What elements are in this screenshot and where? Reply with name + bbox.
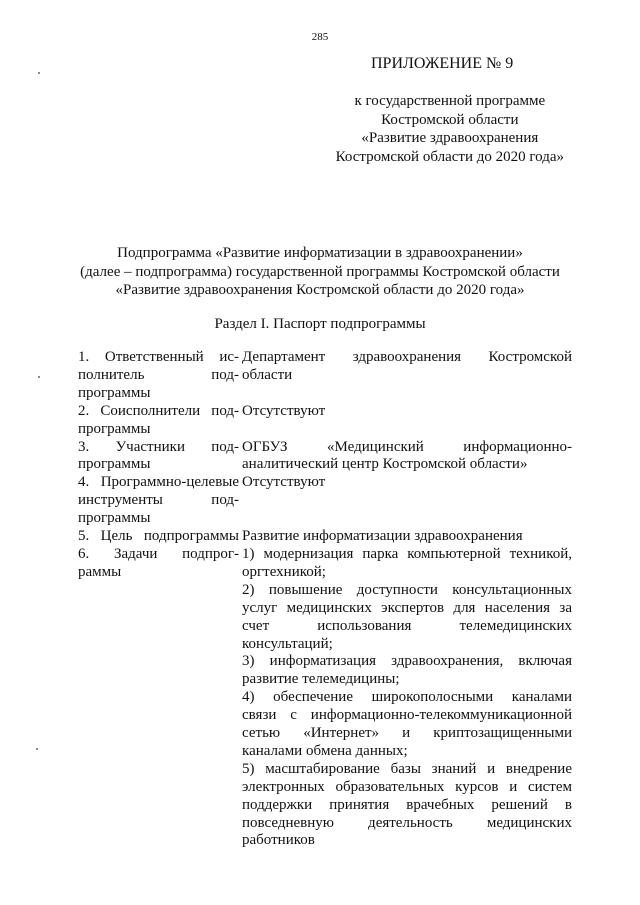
task-item xyxy=(242,653,572,689)
label-line: 2. Соисполнители под- xyxy=(78,402,240,419)
task-line: 2) повышение доступности консультационных xyxy=(242,581,572,598)
row-value xyxy=(239,349,572,403)
task-line: услуг медицинских экспертов для населения за xyxy=(242,599,572,616)
value-line: области xyxy=(242,366,293,383)
value-line: ОГБУЗ «Медицинский информационно- xyxy=(242,438,572,455)
value-line: Отсутствуют xyxy=(242,474,326,491)
task-item xyxy=(242,546,572,582)
section-title: Раздел I. Паспорт подпрограммы xyxy=(214,316,426,332)
task-line: электронных образовательных курсов и систем xyxy=(242,778,572,795)
passport-row xyxy=(78,474,572,528)
row-label xyxy=(78,403,239,439)
scan-speck xyxy=(36,748,38,750)
appendix-line: «Развитие здравоохранения xyxy=(361,130,539,146)
label-line: 3. Участники под- xyxy=(78,438,240,455)
row-value xyxy=(239,474,572,528)
scan-speck xyxy=(38,72,40,74)
task-line: работников xyxy=(242,832,315,849)
tasks-list xyxy=(239,546,572,850)
task-line: счет использования телемедицинских xyxy=(242,617,572,634)
passport-table xyxy=(78,349,572,850)
task-item xyxy=(242,582,572,654)
appendix-line: Костромской области xyxy=(381,111,519,128)
row-label xyxy=(78,439,239,475)
label-line: программы xyxy=(78,456,151,473)
label-line: программы xyxy=(78,384,151,401)
task-line: повседневную деятельность медицинских xyxy=(242,814,572,831)
row-label xyxy=(78,546,239,850)
task-line: сетью «Интернет» и криптозащищенными xyxy=(242,725,572,742)
passport-row xyxy=(78,439,572,475)
value-line: аналитический центр Костромской области» xyxy=(242,456,528,473)
label-line: программы xyxy=(78,420,151,437)
value-line: Развитие информатизации здравоохранения xyxy=(242,528,523,545)
row-label xyxy=(78,349,239,403)
label-line: 4. Программно-целевые xyxy=(78,474,240,491)
subprogram-title-line: (далее – подпрограмма) государственной программы Костромской области xyxy=(80,263,560,280)
label-line: полнитель под- xyxy=(78,366,240,383)
label-line: 6. Задачи подпрог- xyxy=(78,545,240,562)
page-number: 285 xyxy=(311,31,329,43)
label-line: 1. Ответственный ис- xyxy=(78,349,240,365)
appendix-line: Костромской области до 2020 года» xyxy=(335,148,564,165)
passport-row xyxy=(78,528,572,546)
appendix-subtitle xyxy=(336,92,564,166)
label-line: инструменты под- xyxy=(78,492,240,509)
subprogram-title-line: Подпрограмма «Развитие информатизации в здравоохранении» xyxy=(117,245,523,261)
row-value xyxy=(239,403,572,439)
task-line: консультаций; xyxy=(242,635,333,652)
scan-speck xyxy=(38,376,40,378)
row-value xyxy=(239,528,572,546)
row-value xyxy=(239,439,572,475)
task-line: 4) обеспечение широкополосными каналами xyxy=(242,689,572,706)
task-item xyxy=(242,689,572,761)
label-line: программы xyxy=(78,510,151,527)
passport-row xyxy=(78,403,572,439)
row-label xyxy=(78,474,239,528)
row-label xyxy=(78,528,239,546)
task-line: оргтехникой; xyxy=(242,563,326,580)
passport-row xyxy=(78,546,572,850)
task-line: 3) информатизация здравоохранения, включая xyxy=(242,653,572,670)
task-item xyxy=(242,761,572,851)
task-line: каналами обмена данных; xyxy=(242,742,408,759)
task-line: 1) модернизация парка компьютерной техникой, xyxy=(242,545,572,562)
task-line: поддержки принятия врачебных решений в xyxy=(242,796,572,813)
task-line: связи с информационно-телекоммуникационной xyxy=(242,707,572,724)
label-line: раммы xyxy=(78,563,122,580)
value-line: Отсутствуют xyxy=(242,402,326,419)
value-line: Департамент здравоохранения Костромской xyxy=(242,349,572,365)
subprogram-title-line: «Развитие здравоохранения Костромской области до 2020 года» xyxy=(115,282,525,298)
task-line: развитие телемедицины; xyxy=(242,671,400,688)
appendix-line: к государственной программе xyxy=(354,93,546,109)
task-line: 5) масштабирование базы знаний и внедрение xyxy=(242,760,572,777)
subprogram-title xyxy=(0,244,640,300)
appendix-title: ПРИЛОЖЕНИЕ № 9 xyxy=(371,55,514,72)
passport-row xyxy=(78,349,572,403)
label-line: 5. Цель подпрограммы xyxy=(78,528,240,545)
